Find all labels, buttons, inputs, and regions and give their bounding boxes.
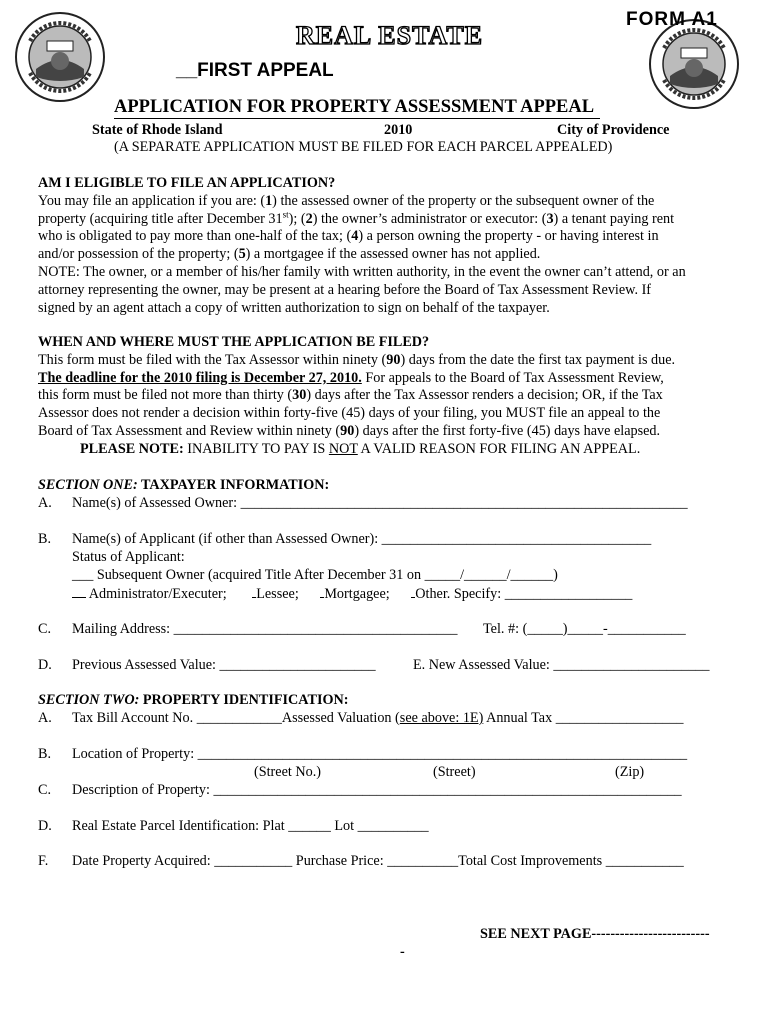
acquisition-row[interactable]: Date Property Acquired: ___________ Purchase Price: __________Total Cost Improvements ___________ <box>72 853 684 869</box>
item-letter: C. <box>38 782 52 798</box>
form-id: FORM A1 <box>626 9 718 30</box>
year-label: 2010 <box>384 122 413 138</box>
applicant-name-field[interactable]: Name(s) of Applicant (if other than Assessed Owner): ______________________________________ <box>72 531 652 547</box>
eligibility-line: property (acquiring title after December 31st); (2) the owner’s administrator or executor: (3) a tenant paying rent <box>38 208 675 227</box>
tax-bill-account-field[interactable]: Tax Bill Account No. ____________Assessed Valuation ( <box>72 710 400 726</box>
previous-assessed-value-field[interactable]: Previous Assessed Value: ______________________ <box>72 657 376 673</box>
section-two-heading: SECTION TWO: PROPERTY IDENTIFICATION: <box>38 692 349 708</box>
appeal-type: __FIRST APPEAL <box>176 60 334 81</box>
telephone-field[interactable]: Tel. #: (_____)_____-___________ <box>483 621 686 637</box>
city-label: City of Providence <box>557 122 670 138</box>
status-options-row <box>72 585 632 604</box>
eligibility-line: who is obligated to pay more than one-half of the tax; (4) a person owning the property - or having interest in <box>38 228 659 245</box>
filing-heading: WHEN AND WHERE MUST THE APPLICATION BE FILED? <box>38 334 430 350</box>
section-one-heading: SECTION ONE: TAXPAYER INFORMATION: <box>38 477 330 493</box>
filing-line: this form must be filed not more than thirty (30) days after the Tax Assessor renders a decision; OR, if the Tax <box>38 387 663 404</box>
eligibility-note: attorney representing the owner, may be present at a hearing before the Board of Tax Assessment Review. If <box>38 281 652 298</box>
item-letter: B. <box>38 746 52 762</box>
item-letter: B. <box>38 531 52 547</box>
filing-section <box>38 334 738 459</box>
street-no-label: (Street No.) <box>254 764 321 780</box>
city-seal-right <box>648 18 740 110</box>
item-letter: A. <box>38 710 52 726</box>
new-assessed-value-field[interactable]: E. New Assessed Value: ______________________ <box>413 657 710 673</box>
street-label: (Street) <box>433 764 476 780</box>
state-label: State of Rhode Island <box>92 122 223 138</box>
annual-tax-field[interactable]: Annual Tax __________________ <box>483 710 684 726</box>
filing-line: The deadline for the 2010 filing is December 27, 2010. For appeals to the Board of Tax Assessment Review, <box>38 369 664 386</box>
item-letter: D. <box>38 818 52 834</box>
eligibility-note: signed by an agent attach a copy of written authorization to sign on behalf of the taxpayer. <box>38 299 550 316</box>
separate-application-note: (A SEPARATE APPLICATION MUST BE FILED FOR EACH PARCEL APPEALED) <box>114 139 613 155</box>
real-estate-title: REAL ESTATE <box>296 21 484 50</box>
filing-line: This form must be filed with the Tax Assessor within ninety (90) days from the date the first tax payment is due. <box>38 351 676 368</box>
item-letter: A. <box>38 495 52 511</box>
status-of-applicant-label: Status of Applicant: <box>72 549 185 565</box>
subsequent-owner-option[interactable]: ___ Subsequent Owner (acquired Title After December 31 on _____/______/______) <box>72 567 558 583</box>
main-title: APPLICATION FOR PROPERTY ASSESSMENT APPEAL <box>114 97 594 118</box>
city-seal-left <box>14 11 106 103</box>
description-of-property-field[interactable]: Description of Property: __________________________________________________________________ <box>72 782 682 798</box>
item-letter: C. <box>38 621 52 637</box>
assessed-owner-field[interactable]: Name(s) of Assessed Owner: _______________________________________________________________ <box>72 495 688 511</box>
tax-bill-row <box>72 710 683 728</box>
other-option[interactable]: Other. Specify: __________________ <box>415 586 633 602</box>
eligibility-line: and/or possession of the property; (5) a mortgagee if the assessed owner has not applied. <box>38 246 541 263</box>
see-above-reference: see above: 1E) <box>399 710 484 726</box>
lessee-option[interactable]: Lessee; <box>256 586 299 602</box>
please-note: PLEASE NOTE: INABILITY TO PAY IS NOT A VALID REASON FOR FILING AN APPEAL. <box>80 440 641 457</box>
eligibility-heading: AM I ELIGIBLE TO FILE AN APPLICATION? <box>38 175 336 191</box>
mailing-address-field[interactable]: Mailing Address: ________________________________________ <box>72 621 458 637</box>
administrator-option[interactable]: Administrator/Executer; <box>88 586 227 602</box>
see-next-page: SEE NEXT PAGE------------------------- <box>480 926 710 942</box>
mortgagee-option[interactable]: Mortgagee; <box>324 586 390 602</box>
filing-line: Assessor does not render a decision within forty-five (45) days of your filing, you MUST file an appeal to the <box>38 405 661 422</box>
admin-checkbox[interactable] <box>72 585 86 598</box>
location-of-property-field[interactable]: Location of Property: _____________________________________________________________________ <box>72 746 688 762</box>
eligibility-note: NOTE: The owner, or a member of his/her family with written authority, in the event the owner can’t attend, or an <box>38 263 686 280</box>
item-letter: D. <box>38 657 52 673</box>
page-dash: - <box>400 944 405 960</box>
zip-label: (Zip) <box>615 764 645 780</box>
eligibility-line: You may file an application if you are: (1) the assessed owner of the property or the subsequent owner of the <box>38 192 655 209</box>
deadline-text: The deadline for the 2010 filing is December 27, 2010. <box>38 369 362 386</box>
parcel-identification-field[interactable]: Real Estate Parcel Identification: Plat ______ Lot __________ <box>72 818 429 834</box>
eligibility-section <box>38 175 738 317</box>
filing-line: Board of Tax Assessment and Review within ninety (90) days after the first forty-five (45) days have elapsed. <box>38 422 661 439</box>
item-letter: F. <box>38 853 49 869</box>
